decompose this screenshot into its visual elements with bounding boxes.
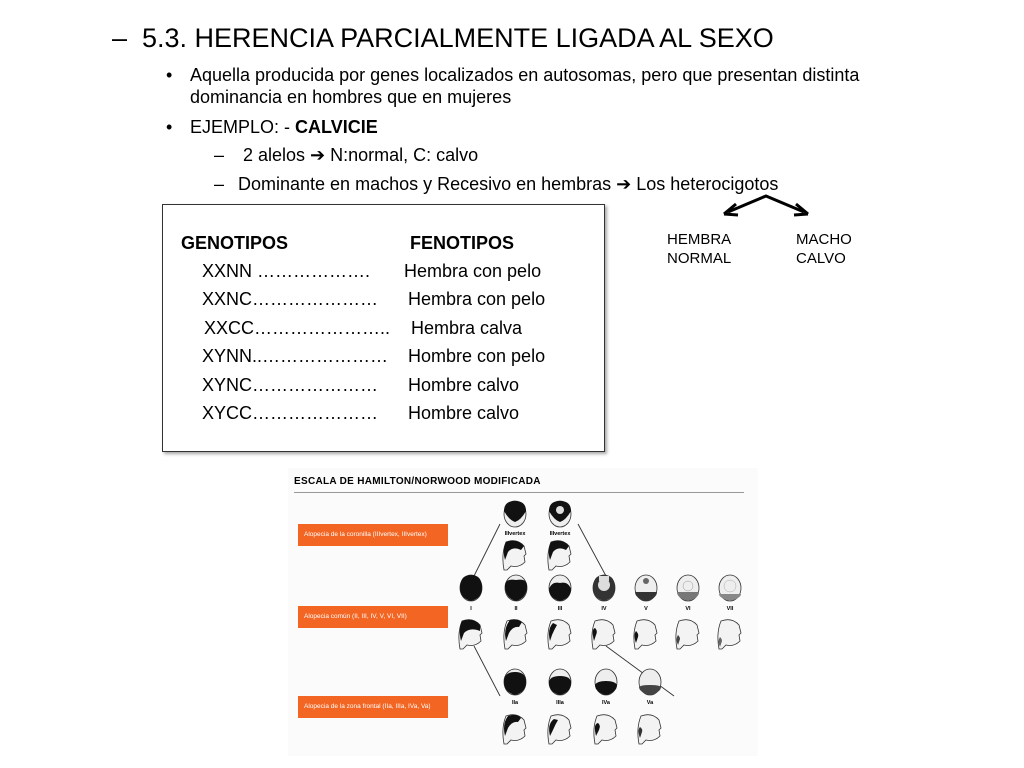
phenotype: Hombre con pelo	[408, 346, 546, 366]
header-phenotypes: FENOTIPOS	[410, 233, 515, 253]
stage-label: IIIa	[556, 700, 564, 706]
stage-label: II	[514, 606, 518, 612]
bullet-example-text	[190, 116, 378, 138]
stage-label: III	[557, 606, 563, 612]
heterozygote-female-line2: NORMAL	[667, 250, 732, 267]
sub-dash: –	[214, 174, 225, 194]
genotype: XXCC	[204, 318, 255, 338]
genotype: XYCC	[202, 403, 253, 423]
genotype: XYNC	[202, 375, 253, 395]
leader-dots: ..…………………	[252, 346, 389, 366]
tag-frontal: Alopecia de la zona frontal (IIa, IIIa, IVa, Va)	[298, 696, 448, 718]
heterozygote-arrows	[720, 192, 810, 218]
bullet-definition	[166, 64, 956, 108]
heterozygote-male-line2: CALVO	[796, 250, 846, 267]
title-dash: –	[112, 23, 128, 53]
vertex-label: IIIvertex	[549, 531, 571, 537]
table-row	[202, 261, 370, 282]
table-row	[202, 289, 378, 310]
table-row	[204, 318, 390, 339]
title-text: 5.3. HERENCIA PARCIALMENTE LIGADA AL SEXO	[142, 23, 774, 53]
table-row	[202, 403, 378, 424]
stage-label: VII	[726, 606, 734, 612]
bullet-definition-text: Aquella producida por genes localizados en autosomas, pero que presentan distinta dominancia en hombres que en mujeres	[190, 65, 860, 107]
phenotype: Hombre calvo	[408, 403, 520, 423]
heterozygote-female-line1: HEMBRA	[667, 231, 732, 248]
example-bold: CALVICIE	[295, 117, 378, 137]
table-row	[202, 346, 388, 367]
phenotype: Hembra calva	[411, 318, 523, 338]
stage-label: IIa	[511, 700, 519, 706]
bullet-dot: •	[166, 117, 173, 137]
bullet-dot: •	[166, 65, 173, 85]
leader-dots: …………………	[252, 289, 379, 309]
heterozygote-male-line1: MACHO	[796, 231, 852, 248]
vertex-label: IIIvertex	[504, 531, 526, 537]
leader-dots: …………………..	[254, 318, 391, 338]
heterozygote-female	[667, 230, 731, 268]
stage-label: IV	[601, 606, 607, 612]
stage-label: VI	[685, 606, 691, 612]
stage-label: Va	[646, 700, 654, 706]
example-prefix: EJEMPLO: -	[190, 117, 296, 137]
genotype: XYNN	[202, 346, 253, 366]
phenotype: Hembra con pelo	[404, 261, 542, 281]
leader-dots: ……………….	[252, 261, 371, 281]
tag-common: Alopecia común (II, III, IV, V, VI, VII)	[298, 606, 448, 628]
header-genotypes: GENOTIPOS	[181, 233, 289, 253]
table-row	[202, 375, 378, 396]
sub-dash: –	[214, 145, 225, 165]
bullet-example	[166, 116, 378, 138]
genotype: XXNN	[202, 261, 253, 281]
phenotype: Hombre calvo	[408, 375, 520, 395]
head-diagrams	[288, 468, 758, 756]
leader-dots: …………………	[252, 403, 379, 423]
genotype: XXNC	[202, 289, 253, 309]
sub-bullet-dominance	[214, 174, 778, 195]
phenotype: Hembra con pelo	[408, 289, 546, 309]
figure-title: ESCALA DE HAMILTON/NORWOOD MODIFICADA	[294, 476, 541, 487]
slide-title	[112, 23, 774, 54]
tag-vertex: Alopecia de la coronilla (IIIvertex, IIIvertex)	[298, 524, 448, 546]
stage-label: V	[644, 606, 648, 612]
leader-dots: …………………	[252, 375, 379, 395]
sub-bullet-alleles	[214, 145, 478, 166]
stage-label: I	[470, 606, 472, 612]
stage-label: IVa	[602, 700, 610, 706]
heterozygote-male	[796, 230, 852, 268]
sub-bullet-dominance-text: Dominante en machos y Recesivo en hembras ➔ Los heterocigotos	[238, 174, 779, 194]
hamilton-norwood-figure	[288, 468, 758, 756]
sub-bullet-alleles-text: 2 alelos ➔ N:normal, C: calvo	[238, 145, 479, 165]
